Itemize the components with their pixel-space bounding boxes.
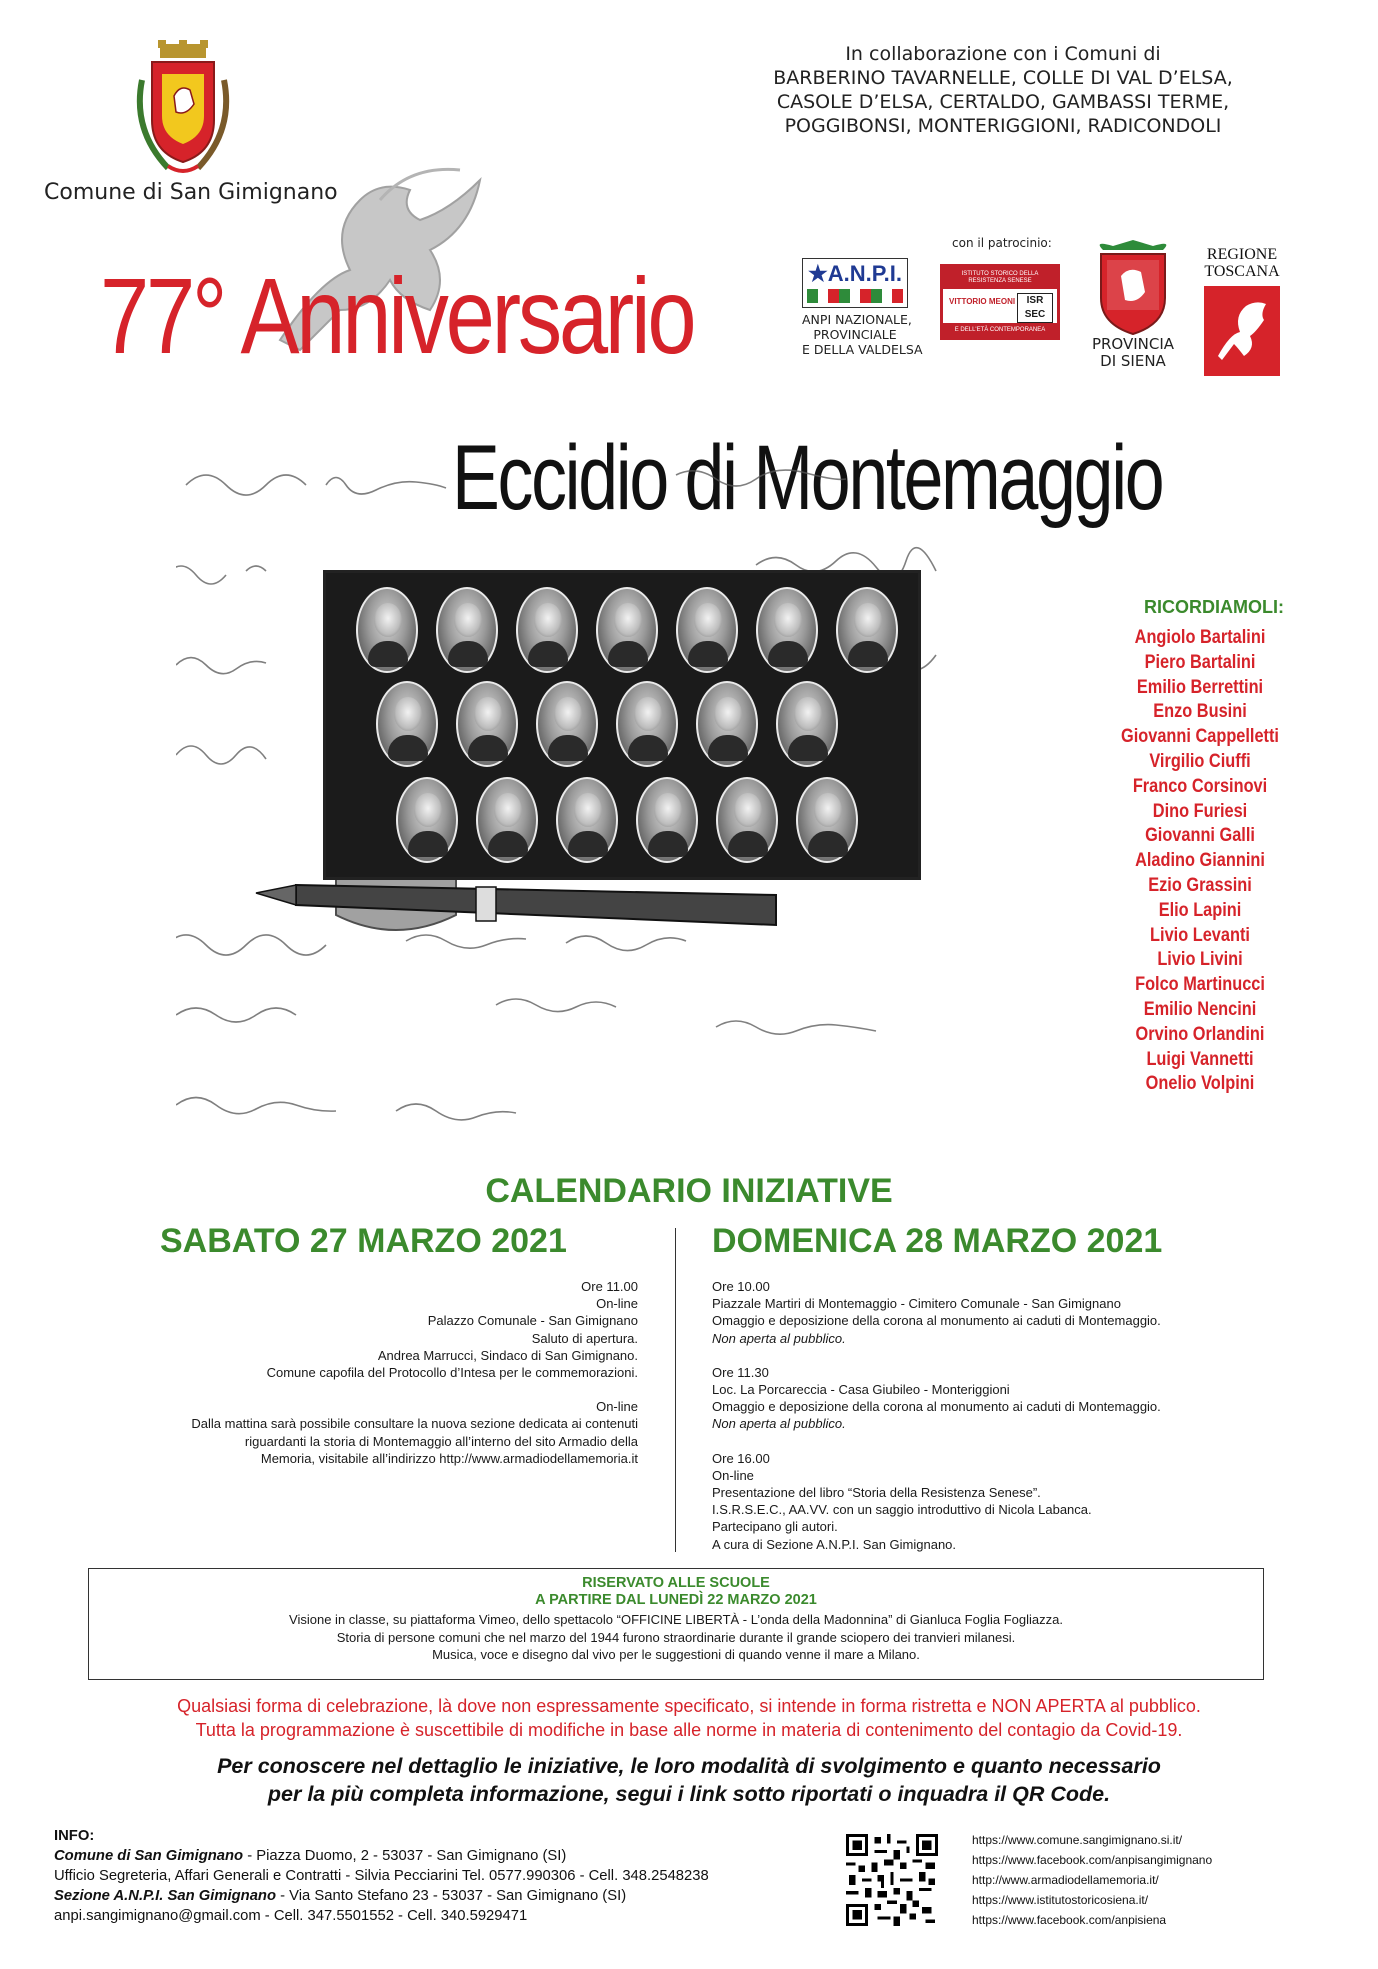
event-line: Memoria, visitabile all’indirizzo http://www.armadiodellamemoria.it xyxy=(260,1450,638,1466)
info-email-line[interactable]: anpi.sangimignano@gmail.com - Cell. 347.5501552 - Cell. 340.5929471 xyxy=(54,1908,528,1924)
memorial-name: Livio Levanti xyxy=(1150,924,1250,946)
isrsec-logo xyxy=(940,264,1060,340)
portrait xyxy=(636,777,698,863)
portrait xyxy=(516,587,578,673)
portrait-grid xyxy=(336,581,908,869)
info-block xyxy=(54,1826,709,1926)
anpi-badge xyxy=(802,258,908,308)
event-line: I.S.R.S.E.C., AA.VV. con un saggio introduttivo di Nicola Labanca. xyxy=(712,1502,1092,1518)
link-facebook-anpi-sangimignano[interactable]: https://www.facebook.com/anpisangimignano xyxy=(972,1853,1213,1867)
saturday-heading: SABATO 27 MARZO 2021 xyxy=(160,1222,567,1260)
portrait xyxy=(476,777,538,863)
event-line: Piazzale Martiri di Montemaggio - Cimitero Comunale - San Gimignano xyxy=(712,1296,1121,1312)
title-eccidio: Eccidio di Montemaggio xyxy=(452,427,1163,529)
memorial-name: Ezio Grassini xyxy=(1148,874,1252,896)
portrait xyxy=(616,681,678,767)
portrait xyxy=(796,777,858,863)
title-anniversary: 77° Anniversario xyxy=(100,255,694,376)
memorial-name: Aladino Giannini xyxy=(1135,850,1265,872)
collaboration-line: In collaborazione con i Comuni di xyxy=(845,43,1161,65)
sunday-events xyxy=(712,1278,1161,1553)
event-line: Loc. La Porcareccia - Casa Giubileo - Monteriggioni xyxy=(712,1382,1010,1398)
comune-name: Comune di San Gimignano xyxy=(44,180,338,205)
anpi-caption xyxy=(802,312,923,357)
info-comune: Comune di San Gimignano xyxy=(54,1848,244,1864)
link-armadio-memoria[interactable]: http://www.armadiodellamemoria.it/ xyxy=(972,1873,1159,1887)
qr-code-icon[interactable] xyxy=(846,1834,938,1926)
link-istituto-storico[interactable]: https://www.istitutostoricosiena.it/ xyxy=(972,1893,1149,1907)
portrait xyxy=(836,587,898,673)
isrsec-top: ISTITUTO STORICO DELLA RESISTENZA SENESE xyxy=(943,267,1057,289)
portrait xyxy=(396,777,458,863)
regione-caption-line: REGIONE xyxy=(1206,246,1278,263)
more-info-text xyxy=(0,1752,1378,1808)
memorial-name: Angiolo Bartalini xyxy=(1134,627,1266,648)
memorial-name: Folco Martinucci xyxy=(1135,974,1265,996)
anpi-caption-line: ANPI NAZIONALE, xyxy=(802,312,912,327)
more-info-line: per la più completa informazione, segui i link sotto riportati o inquadra il QR Code. xyxy=(267,1782,1111,1806)
covid-notice xyxy=(0,1694,1378,1742)
regione-caption-line: TOSCANA xyxy=(1204,263,1280,280)
event-note xyxy=(712,1330,1161,1347)
memorial-name: Enzo Busini xyxy=(1153,701,1247,723)
info-line xyxy=(54,1886,709,1906)
regione-logo xyxy=(1200,246,1284,376)
isrsec-code-line: ISR xyxy=(1026,295,1044,306)
more-info-line: Per conoscere nel dettaglio le iniziative, le loro modalità di svolgimento e quanto necessario xyxy=(217,1754,1161,1778)
portrait xyxy=(716,777,778,863)
event-line: Presentazione del libro “Storia della Resistenza Senese”. xyxy=(712,1485,1041,1501)
notice-line: Tutta la programmazione è suscettibile di modifiche in base alle norme in materia di contenimento del contagio da Covid-19. xyxy=(195,1720,1183,1740)
portrait xyxy=(776,681,838,767)
portrait xyxy=(596,587,658,673)
provincia-caption-line: PROVINCIA xyxy=(1091,335,1175,353)
info-line xyxy=(54,1846,709,1866)
calendar-title: CALENDARIO INIZIATIVE xyxy=(485,1172,893,1210)
info-comune-address: - Piazza Duomo, 2 - 53037 - San Gimignano (SI) xyxy=(243,1848,567,1864)
anpi-caption-line: E DELLA VALDELSA xyxy=(802,342,923,357)
portrait xyxy=(376,681,438,767)
memorial-names-list xyxy=(1080,626,1320,1097)
partisans-photo xyxy=(323,570,921,880)
regione-pegasus-flag-icon xyxy=(1204,286,1280,376)
fountain-pen-icon xyxy=(256,885,776,925)
info-label: INFO: xyxy=(54,1828,95,1844)
portrait xyxy=(696,681,758,767)
event-line: Omaggio e deposizione della corona al monumento ai caduti di Montemaggio. xyxy=(712,1399,1161,1415)
provincia-caption xyxy=(1088,336,1178,370)
isrsec-name: VITTORIO MEONI xyxy=(949,297,1016,306)
event-line: Ore 10.00 xyxy=(712,1279,770,1294)
event-line: Comune capofila del Protocollo d’Intesa per le commemorazioni. xyxy=(266,1365,638,1381)
san-gimignano-crest-icon xyxy=(128,40,238,180)
anpi-caption-line: PROVINCIALE xyxy=(813,327,897,342)
anpi-mark: ★A.N.P.I. xyxy=(808,261,902,286)
memorial-name: Onelio Volpini xyxy=(1145,1073,1255,1095)
event-line: Palazzo Comunale - San Gimignano xyxy=(427,1313,638,1329)
info-line: Ufficio Segreteria, Affari Generali e Contratti - Silvia Pecciarini Tel. 0577.990306 - Cell. 348.2548238 xyxy=(54,1868,709,1884)
event-note-text: Non aperta al pubblico. xyxy=(712,1416,846,1432)
memorial-name: Emilio Nencini xyxy=(1143,998,1257,1020)
saturday-events xyxy=(191,1278,638,1467)
schools-box xyxy=(88,1568,1264,1680)
schools-body xyxy=(89,1611,1263,1664)
link-comune[interactable]: https://www.comune.sangimignano.si.it/ xyxy=(972,1833,1183,1847)
event-line: Saluto di apertura. xyxy=(531,1330,638,1346)
regione-caption xyxy=(1200,246,1284,280)
memorial-heading: RICORDIAMOLI: xyxy=(1144,597,1284,617)
portrait xyxy=(756,587,818,673)
links-list xyxy=(972,1830,1212,1930)
memorial-name: Orvino Orlandini xyxy=(1135,1023,1265,1045)
info-anpi-address: - Via Santo Stefano 23 - 53037 - San Gimignano (SI) xyxy=(276,1888,627,1904)
portrait xyxy=(556,777,618,863)
schools-heading: RISERVATO ALLE SCUOLE xyxy=(582,1575,770,1591)
event-note-text: Non aperta al pubblico. xyxy=(712,1330,846,1346)
memorial-name: Piero Bartalini xyxy=(1144,651,1256,673)
isrsec-code xyxy=(1017,293,1053,323)
event-line: Ore 11.30 xyxy=(712,1364,769,1380)
patrocinio-label: con il patrocinio: xyxy=(952,236,1052,250)
memorial-name: Franco Corsinovi xyxy=(1132,775,1268,797)
anpi-flag-bars xyxy=(807,289,903,303)
sunday-heading: DOMENICA 28 MARZO 2021 xyxy=(712,1222,1163,1260)
event-line: Ore 11.00 xyxy=(581,1279,638,1294)
memorial-name: Giovanni Cappelletti xyxy=(1121,726,1279,748)
event-line: Omaggio e deposizione della corona al monumento ai caduti di Montemaggio. xyxy=(712,1313,1161,1329)
provincia-shield-icon xyxy=(1093,240,1173,336)
portrait xyxy=(436,587,498,673)
provincia-logo xyxy=(1088,240,1178,370)
memorial-name: Virgilio Ciuffi xyxy=(1149,750,1251,772)
portrait xyxy=(356,587,418,673)
memorial-name: Giovanni Galli xyxy=(1145,825,1255,847)
event-line: A cura di Sezione A.N.P.I. San Gimignano. xyxy=(712,1536,957,1552)
event-line: riguardanti la storia di Montemaggio all’interno del sito Armadio della xyxy=(244,1433,638,1449)
event-note xyxy=(712,1415,1161,1432)
notice-line: Qualsiasi forma di celebrazione, là dove non espressamente specificato, si intende in forma ristretta e NON APERTA al pubblico. xyxy=(177,1696,1201,1716)
provincia-caption-line: DI SIENA xyxy=(1100,352,1166,370)
collaboration-text xyxy=(723,42,1283,138)
isrsec-bottom: E DELL'ETÀ CONTEMPORANEA xyxy=(943,323,1057,337)
memorial-name: Elio Lapini xyxy=(1158,899,1242,921)
event-line: Dalla mattina sarà possibile consultare la nuova sezione dedicata ai contenuti xyxy=(191,1416,638,1432)
event-line: Partecipano gli autori. xyxy=(712,1519,838,1535)
schools-line: Musica, voce e disegno dal vivo per le suggestioni di quando venne il mare a Milano. xyxy=(432,1647,920,1662)
portrait xyxy=(536,681,598,767)
event-line: Andrea Marrucci, Sindaco di San Gimignano. xyxy=(377,1347,638,1363)
link-facebook-anpi-siena[interactable]: https://www.facebook.com/anpisiena xyxy=(972,1913,1167,1927)
collaboration-line: BARBERINO TAVARNELLE, COLLE DI VAL D’ELSA, xyxy=(773,67,1233,89)
schools-line: Storia di persone comuni che nel marzo del 1944 furono straordinarie durante il grande sciopero dei tranvieri milanesi. xyxy=(336,1629,1016,1645)
event-line: On-line xyxy=(712,1467,754,1483)
event-line: On-line xyxy=(596,1296,638,1312)
anpi-logo xyxy=(802,258,923,357)
collaboration-line: POGGIBONSI, MONTERIGGIONI, RADICONDOLI xyxy=(784,115,1222,137)
event-line: On-line xyxy=(596,1399,638,1415)
portrait xyxy=(456,681,518,767)
schools-line: Visione in classe, su piattaforma Vimeo, dello spettacolo “OFFICINE LIBERTÀ - L’onda della Madonnina” di Gianluca Foglia Fogliazza. xyxy=(289,1612,1063,1627)
collaboration-line: CASOLE D’ELSA, CERTALDO, GAMBASSI TERME, xyxy=(776,91,1230,113)
isrsec-code-line: SEC xyxy=(1024,309,1046,320)
schools-subheading: A PARTIRE DAL LUNEDÌ 22 MARZO 2021 xyxy=(535,1592,817,1608)
memorial-name: Luigi Vannetti xyxy=(1146,1048,1254,1070)
calendar-divider xyxy=(675,1228,676,1552)
memorial-name: Emilio Berrettini xyxy=(1136,676,1264,698)
memorial-name: Livio Livini xyxy=(1157,949,1243,971)
info-anpi: Sezione A.N.P.I. San Gimignano xyxy=(54,1888,276,1904)
memorial-name: Dino Furiesi xyxy=(1152,800,1248,822)
event-line: Ore 16.00 xyxy=(712,1450,770,1466)
portrait xyxy=(676,587,738,673)
